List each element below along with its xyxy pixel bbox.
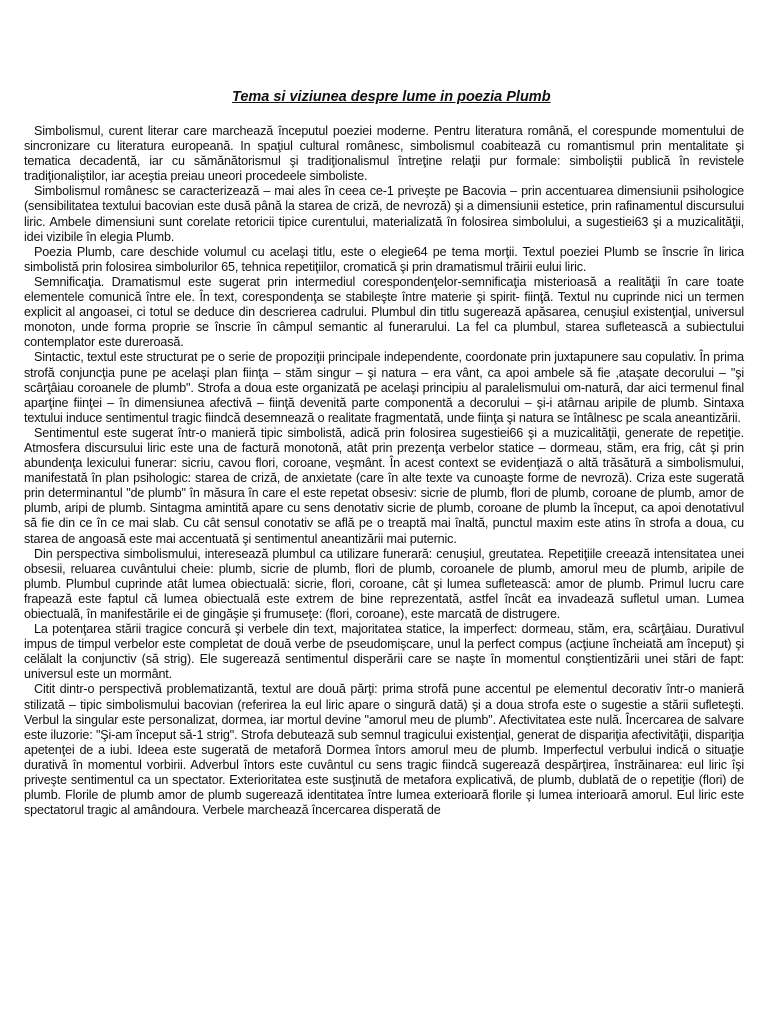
paragraph-sentimentul: Sentimentul este sugerat într-o manieră tipic simbolistă, adică prin folosirea sugestiei66 şi a muzicalităţii, generate de repetiţie. Atmosfera discursului liric este una de factură monotonă, atât prin prezenţa verbelor statice – dormeau, stăm, era frig, cât şi prin abundenţa lexicului funerar: sicriu, cavou flori, coroane, veşmânt. În acest context se evidenţiază o altă trăsătură a simbolismului, manifestată în plan psihologic: starea de criză, de anxietate (care în alte texte va cunoaşte forme de nevroză). Criza este sugerată prin determinantul "de plumb" în măsura în care el este repetat obsesiv: sicrie de plumb, flori de plumb, coroane de plumb, amor de plumb, aripi de plumb. Sintagma amintită apare cu sens denotativ sicrie de plumb, coroane de plumb la început, ca apoi denotativul să fie din ce în ce mai slab. Cu cât sensul conotativ se află pe o treaptă mai înaltă, punctul maxim este atins în strofa a doua, cu starea de angoasă este mai accentuată şi sentimentul aneantizării mai puternic. — [24, 425, 744, 546]
paragraph-semnificatia: Semnificaţia. Dramatismul este sugerat prin intermediul corespondenţelor-semnificaţia misterioasă a realităţii în care toate elementele comunică între ele. În text, corespondenţa se stabileşte între materie şi spirit- fiinţă. Textul nu cuprinde nici un termen explicit al angoasei, ci totul se deduce din descrierea cadrului. Plumbul din titlu sugerează apăsarea, cenuşiul existenţial, universul monoton, unde forma proprie se înscrie în câmpul semantic al funerarului. La fel ca plumbul, starea sufletească a subiectului contemplator este dureroasă. — [24, 274, 744, 350]
paragraph-perspectiva-simbolismului: Din perspectiva simbolismului, interesează plumbul ca utilizare funerară: cenuşiul, greutatea. Repetiţiile creează intensitatea unei obsesii, reluarea cuvântului cheie: plumb, sicrie de plumb, flori de plumb, coroanele de plumb, amorul meu de plumb, aripile de plumb. Plumbul cuprinde atât lumea obiectuală: sicrie, flori, coroane, cât şi lumea sufletească: amor de plumb. Primul lucru care frapează este faptul că lumea obiectuală este extrem de bine reprezentată, astfel încât ea invadează sufletul uman. Lumea obiectuală, în manifestările ei de gingăşie şi frumuseţe: (flori, coroane), este marcată de distrugere. — [24, 546, 744, 621]
paragraph-sintactic: Sintactic, textul este structurat pe o serie de propoziţii principale independente, coordonate prin juxtapunere sau copulativ. În prima strofă conjuncţia pune pe acelaşi plan fiinţa – stăm singur – şi natura – era vânt, ca apoi ambele să fie ,ataşate decorului – "şi scârţâiau coroanele de plumb". Strofa a doua este organizată pe acelaşi principiu al paralelismului om-natură, dar aici termenul final aparţine fiinţei – în dimensiunea afectivă – fiinţă devenită parte componentă a decorului – şi-i atârnau aripile de plumb. Sintaxa textului induce sentimentul tragic fiindcă desemnează o realitate fragmentată, unde fiinţa şi natura se întâlnesc pe scala aneantizării. — [24, 350, 744, 425]
paragraph-citit: Citit dintr-o perspectivă problematizantă, textul are două părţi: prima strofă pune accentul pe elementul decorativ într-o manieră stilizată – tipic simbolismului bacovian (referirea la eul liric apare o singură dată) şi a doua strofa este o sugestie a stării sufleteşti. Verbul la singular este personalizat, dormea, iar mortul devine "amorul meu de plumb". Afectivitatea este nulă. Încercarea de salvare este iluzorie: "Şi-am început să-1 strig". Strofa debutează sub semnul tragicului existenţial, generat de dispariţia afectivităţii, dispariţia apetenţei de a iubi. Ideea este sugerată de metaforă Dormea întors amorul meu de plumb. Imperfectul verbului indică o situaţie durativă în momentul vorbirii. Adverbul întors este cuvântul cu sens tragic fiindcă sugerează despărţirea, înstrăinarea: eul liric îşi priveşte sentimentul ca un spectator. Exterioritatea este susţinută de metafora explicativă, de plumb, dublată de o repetiţie (flori) de plumb. Florile de plumb amor de plumb sugerează identitatea între lumea exterioară florile şi lumea interioară amorul. Eul liric este spectatorul tragic al amândoura. Verbele marchează încercarea disperată de — [24, 682, 744, 818]
document-body — [24, 124, 744, 818]
paragraph-poezia-plumb: Poezia Plumb, care deschide volumul cu acelaşi titlu, este o elegie64 pe tema morţii. Textul poeziei Plumb se înscrie în lirica simbolistă prin folosirea simbolurilor 65, tehnica repetiţiilor, cromatică şi prin dramatismul trăirii eului liric. — [24, 244, 744, 274]
paragraph-simbolismul-romanesc: Simbolismul românesc se caracterizează – mai ales în ceea ce-1 priveşte pe Bacovia – prin accentuarea dimensiunii psihologice (sensibilitatea textului bacovian este dusă până la starea de criză, de nevroză) şi a dimensiunii estetice, prin rafinamentul discursului liric. Ambele dimensiuni sunt corelate retoricii tipice curentului, materializată în folosirea simbolului, a sugestiei63 şi a muzicalităţii, idei vizibile în elegia Plumb. — [24, 184, 744, 244]
paragraph-simbolismul: Simbolismul, curent literar care marchează începutul poeziei moderne. Pentru literatura română, el corespunde momentului de sincronizare cu literatura europeană. In spaţiul cultural românesc, simbolismul coabitează cu romantismul prin mentalitate şi tematica decadentă, iar cu sămănătorismul şi tradiţionalismul întreţine relaţii pur formale: simboliştii publică în revistele tradiţionaliştilor, iar aceştia preiau uneori procedeele simboliste. — [24, 124, 744, 184]
document-title: Tema si viziunea despre lume in poezia Plumb — [232, 89, 551, 105]
paragraph-potentarea: La potenţarea stării tragice concură şi verbele din text, majoritatea statice, la imperfect: dormeau, stăm, era, scârţâiau. Durativul impus de timpul verbelor este completat de două verbe de pseudomişcare, unul la perfect compus (acţiune încheiată am început) şi celălalt la conjunctiv (să strig). Ele sugerează sentimentul disperării care se naşte în momentul conştientizării unei stări de fapt: universul este un mormânt. — [24, 622, 744, 682]
